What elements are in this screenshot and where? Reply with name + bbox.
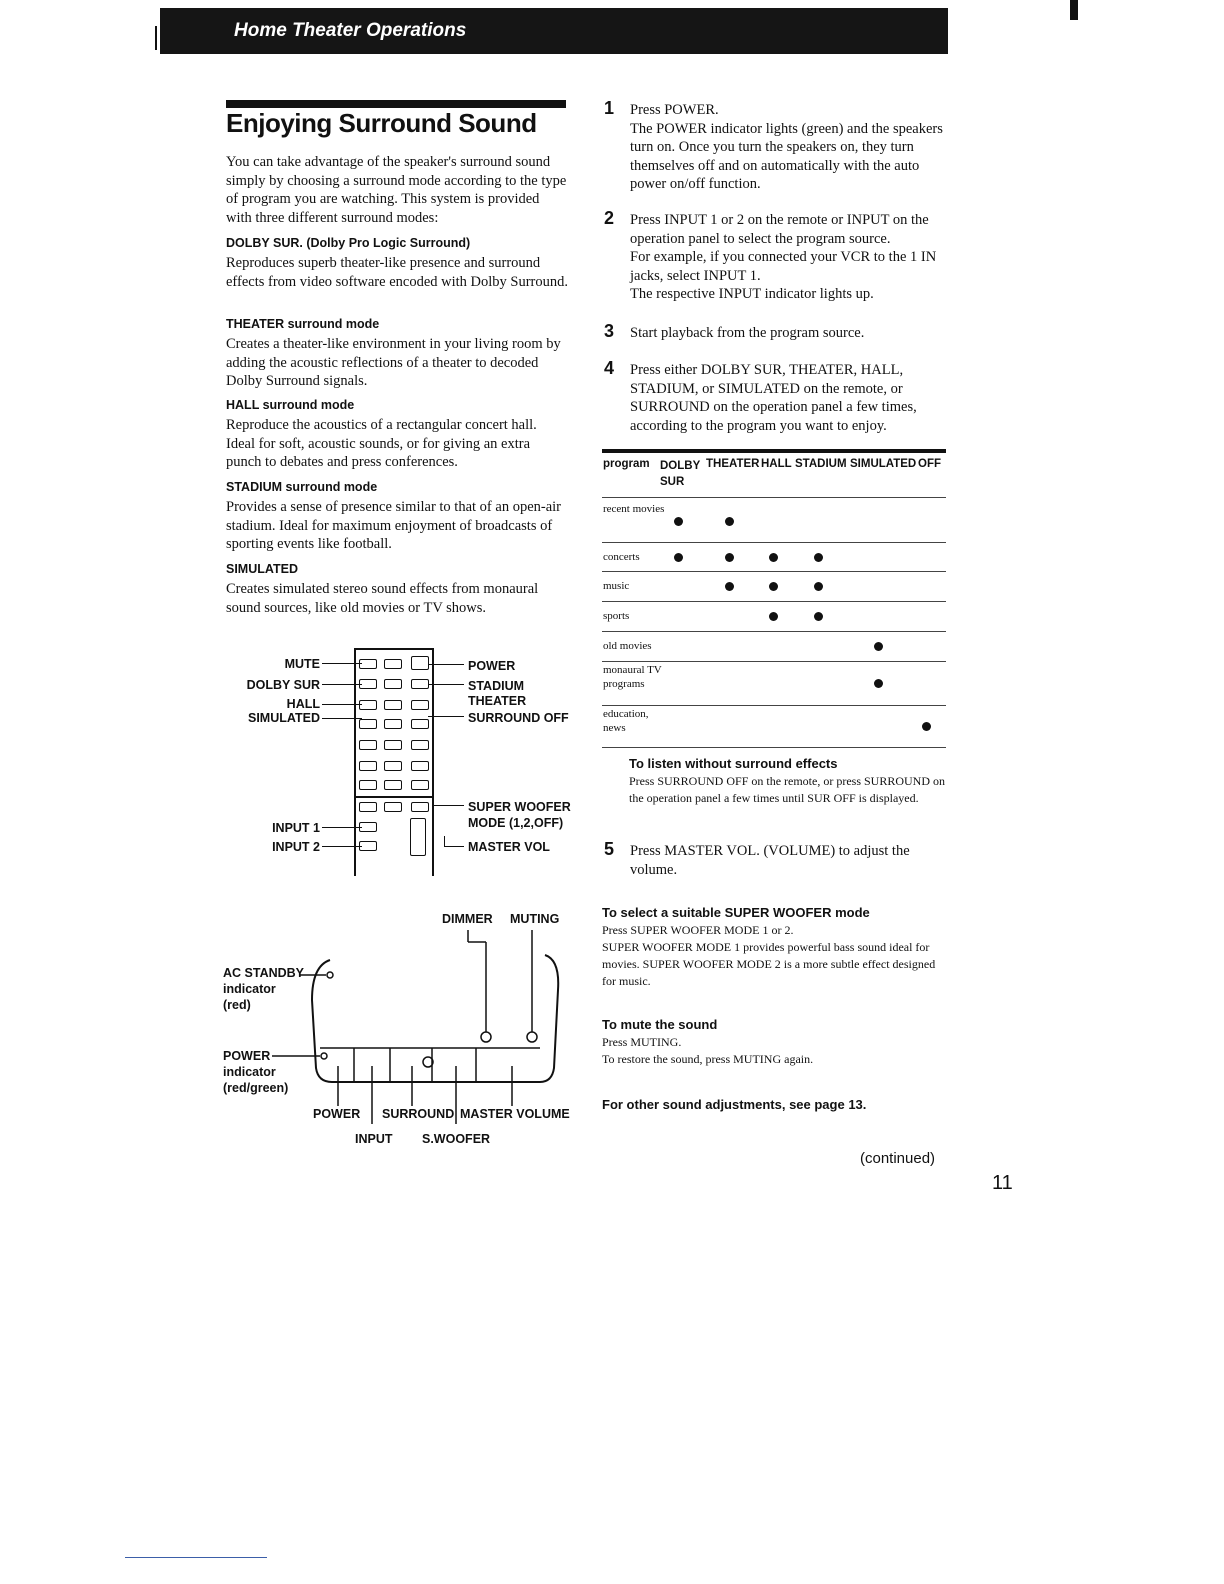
mode-text-theater: Creates a theater-like environment in your living room by adding the acoustic reflections of a theater to decoded Dolby Surround signals. [226, 336, 561, 389]
table-header-simulated: SIMULATED [850, 458, 917, 470]
intro-text: You can take advantage of the speaker's surround sound simply by choosing a surround mode according to the type of program you are watching. This system is provided with three different surround modes: [226, 154, 567, 226]
continued-label: (continued) [860, 1150, 936, 1167]
panel-label-power-indicator: POWER [223, 1049, 271, 1063]
step-2-number: 2 [604, 208, 615, 228]
page-number: 11 [992, 1172, 1013, 1194]
table-row-rule [602, 571, 946, 572]
remote-label-input1: INPUT 1 [272, 821, 320, 835]
table-mark-dot [674, 553, 683, 562]
table-mark-dot [769, 582, 778, 591]
table-row-label: monaural TV programs [603, 664, 662, 690]
panel-label-power: POWER [313, 1107, 361, 1121]
panel-label-ac-standby-indicator: indicator [223, 982, 276, 996]
remote-label-dolby-sur: DOLBY SUR [246, 678, 320, 692]
table-row-rule [602, 705, 946, 706]
table-mark-dot [922, 722, 931, 731]
table-mark-dot [725, 517, 734, 526]
panel-label-ac-standby-red: (red) [223, 998, 251, 1012]
note-other-adjustments: For other sound adjustments, see page 13. [602, 1097, 867, 1112]
table-row-rule [602, 631, 946, 632]
remote-label-stadium: STADIUM [468, 679, 525, 693]
table-header-program: program [603, 458, 650, 470]
remote-label-master-vol: MASTER VOL [468, 840, 550, 854]
table-row-label: music [603, 580, 630, 592]
table-header-stadium: STADIUM [795, 458, 847, 470]
step-3-number: 3 [604, 321, 615, 341]
header-title: Home Theater Operations [234, 20, 467, 41]
remote-label-mode: MODE (1,2,OFF) [468, 816, 564, 830]
table-row-rule [602, 601, 946, 602]
table-row-label: education, news [603, 708, 649, 734]
remote-label-hall: HALL [286, 697, 320, 711]
remote-label-simulated: SIMULATED [248, 711, 320, 725]
mode-heading-theater: THEATER surround mode [226, 317, 380, 331]
table-mark-dot [814, 612, 823, 621]
mode-text-dolby: Reproduces superb theater-like presence and surround effects from video software encoded with Dolby Surround. [226, 255, 569, 290]
step-1-text: Press POWER. The POWER indicator lights (green) and the speakers turn on. Once you turn the speakers on, they turn themselves off and on automatically with the auto power on/off function. [630, 102, 943, 192]
remote-label-mute: MUTE [284, 657, 320, 671]
table-row-label: sports [603, 610, 630, 622]
step-4-text: Press either DOLBY SUR, THEATER, HALL, STADIUM, or SIMULATED on the remote, or SURROUND on the operation panel a few times, according to the program you want to enjoy. [630, 362, 917, 434]
table-mark-dot [769, 553, 778, 562]
table-row-label: concerts [603, 551, 640, 563]
note-text-mute: Press MUTING. To restore the sound, press MUTING again. [602, 1035, 814, 1066]
table-mark-dot [725, 553, 734, 562]
mode-text-hall: Reproduce the acoustics of a rectangular concert hall. Ideal for soft, acoustic sounds, or for giving an extra punch to debates and press conferences. [226, 417, 537, 470]
panel-label-ac-standby: AC STANDBY [223, 966, 305, 980]
table-mark-dot [874, 679, 883, 688]
step-2-text: Press INPUT 1 or 2 on the remote or INPUT on the operation panel to select the program source. For example, if you connected your VCR to the 1 IN jacks, select INPUT 1. The respective INPUT indicator lights up. [630, 212, 937, 302]
remote-label-theater: THEATER [468, 694, 527, 708]
table-header-theater: THEATER [706, 458, 760, 470]
table-row-label: old movies [603, 640, 652, 652]
remote-label-super-woofer: SUPER WOOFER [468, 800, 571, 814]
mode-heading-dolby: DOLBY SUR. (Dolby Pro Logic Surround) [226, 236, 471, 250]
table-rule [602, 497, 946, 498]
page-title: Enjoying Surround Sound [226, 108, 537, 138]
remote-label-power: POWER [468, 659, 516, 673]
panel-label-surround: SURROUND [382, 1107, 455, 1121]
note-heading-super-woofer: To select a suitable SUPER WOOFER mode [602, 905, 870, 920]
mode-text-stadium: Provides a sense of presence similar to that of an open-air stadium. Ideal for maximum enjoyment of broadcasts of sporting events like football. [226, 499, 562, 552]
note-text-super-woofer: Press SUPER WOOFER MODE 1 or 2. SUPER WOOFER MODE 1 provides powerful bass sound ideal for movies. SUPER WOOFER MODE 2 is a more subtle effect designed for music. [602, 923, 936, 988]
table-row-label: recent movies [603, 503, 665, 515]
remote-label-input2: INPUT 2 [272, 840, 320, 854]
table-header-hall: HALL [761, 458, 792, 470]
table-row-rule [602, 661, 946, 662]
panel-label-power-indicator-text: indicator [223, 1065, 276, 1079]
step-5-number: 5 [604, 839, 615, 859]
note-heading-without-surround: To listen without surround effects [629, 756, 838, 771]
table-mark-dot [814, 553, 823, 562]
table-header-off: OFF [918, 458, 941, 470]
step-3-text: Start playback from the program source. [630, 325, 865, 341]
panel-label-master-volume: MASTER VOLUME [460, 1107, 570, 1121]
table-header-dolby-sur: DOLBY SUR [660, 460, 701, 488]
remote-label-surround-off: SURROUND OFF [468, 711, 569, 725]
corner-mark [1070, 0, 1078, 20]
table-mark-dot [674, 517, 683, 526]
step-4-number: 4 [604, 358, 615, 378]
step-5-text: Press MASTER VOL. (VOLUME) to adjust the volume. [630, 843, 910, 878]
mode-heading-stadium: STADIUM surround mode [226, 480, 378, 494]
table-mark-dot [769, 612, 778, 621]
panel-label-power-indicator-color: (red/green) [223, 1081, 289, 1095]
table-mark-dot [874, 642, 883, 651]
step-1-number: 1 [604, 98, 615, 118]
table-mark-dot [814, 582, 823, 591]
note-heading-mute: To mute the sound [602, 1017, 718, 1032]
panel-label-s-woofer: S.WOOFER [422, 1132, 491, 1146]
table-mark-dot [725, 582, 734, 591]
footer-rule [125, 1557, 267, 1558]
table-top-rule [602, 449, 946, 453]
panel-outline [0, 0, 600, 1160]
mode-text-simulated: Creates simulated stereo sound effects from monaural sound sources, like old movies or TV shows. [226, 581, 539, 616]
mode-heading-simulated: SIMULATED [226, 562, 298, 576]
panel-label-dimmer: DIMMER [442, 912, 493, 926]
note-text-without-surround: Press SURROUND OFF on the remote, or press SURROUND on the operation panel a few times until SUR OFF is displayed. [629, 774, 946, 805]
panel-label-input: INPUT [355, 1132, 393, 1146]
panel-label-muting: MUTING [510, 912, 560, 926]
table-row-rule [602, 747, 946, 748]
mode-heading-hall: HALL surround mode [226, 398, 355, 412]
table-row-rule [602, 542, 946, 543]
